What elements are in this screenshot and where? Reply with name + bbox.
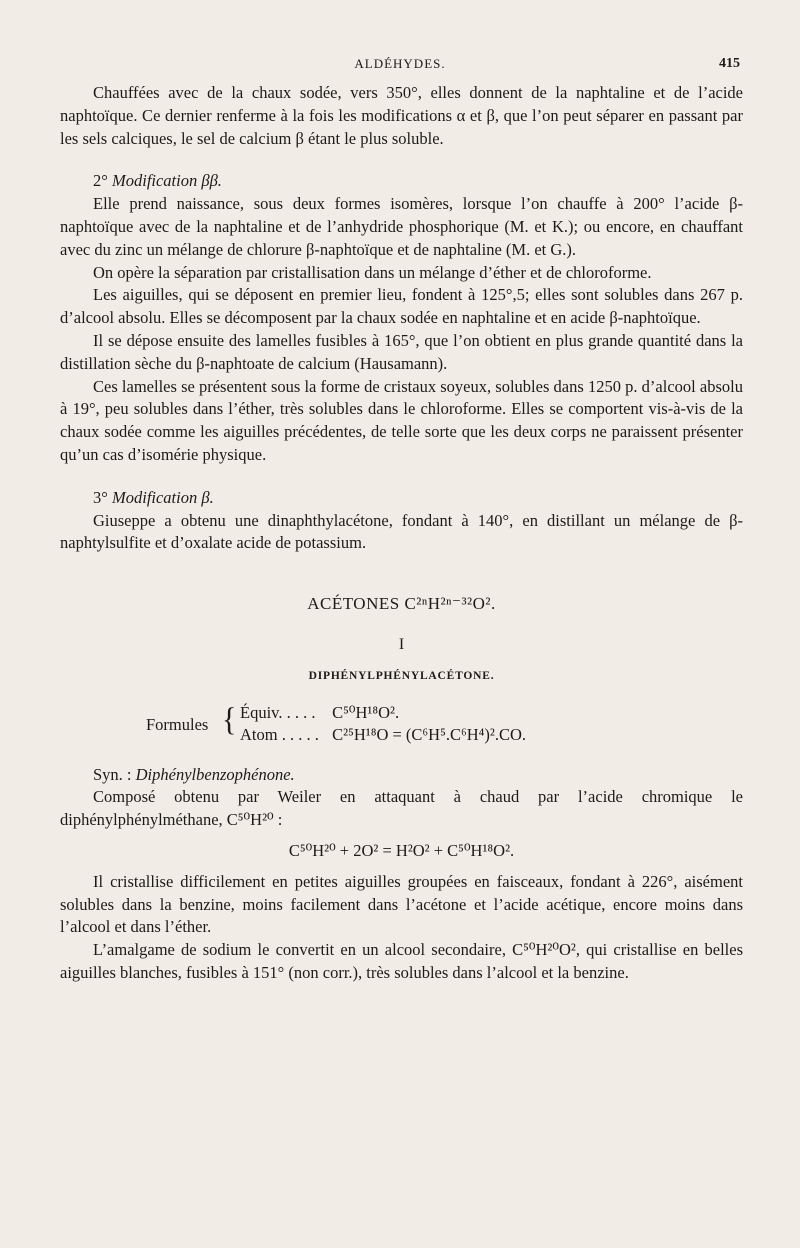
synonym-label: Syn. : [93, 764, 132, 784]
formula-label: Formules [146, 714, 209, 734]
paragraph: Composé obtenu par Weiler en attaquant à chaud par l’acide chromique le diphénylphénylméthane, C⁵⁰H²⁰ : [60, 787, 743, 830]
section-roman-numeral: I [398, 635, 405, 653]
page-number: 415 [719, 56, 740, 71]
paragraph: Elle prend naissance, sous deux formes isomères, lorsque l’on chauffe à 200° l’acide β-naphtoïque avec de la naphtaline et de l’anhydride phosphorique (M. et K.); ou encore, en chauffant avec du zinc un mélange de chlorure β-naphtoïque et de naphtaline (M. et G.). [60, 194, 743, 259]
paragraph: Il se dépose ensuite des lamelles fusibles à 165°, que l’on obtient en plus grande quantité dans la distillation sèche du β-naphtoate de calcium (Hausamann). [60, 330, 743, 373]
paragraph: Giuseppe a obtenu une dinaphthylacétone, fondant à 140°, en distillant un mélange de β-naphtylsulfite et d’oxalate acide de potassium. [60, 510, 743, 553]
paragraph: Il cristallise difficilement en petites aiguilles groupées en faisceaux, fondant à 226°, aisément solubles dans la benzine, moins facilement dans l’acétone et l’acide acétique, encore moins dans l’alcool et dans l’éther. [60, 871, 743, 937]
subsection-title: Modification β. [111, 487, 214, 507]
paragraph: Ces lamelles se présentent sous la forme de cristaux soyeux, solubles dans 1250 p. d’alcool absolu à 19°, peu solubles dans l’éther, très solubles dans le chloroforme. Elles se comportent vis-à-vis de la chaux sodée comme les aiguilles précédentes, de telle sorte que les deux corps ne paraissent présenter qu’un cas d’isomérie physique. [60, 376, 743, 464]
formula-row-atom [240, 724, 526, 747]
synonym-value: Diphénylbenzophénone. [135, 764, 295, 784]
paragraph: L’amalgame de sodium le convertit en un alcool secondaire, C⁵⁰H²⁰O², qui cristallise en belles aiguilles blanches, fusibles à 151° (non corr.), très solubles dans l’alcool et la benzine. [60, 940, 743, 982]
formula-value: C⁵⁰H¹⁸O². [332, 702, 400, 722]
page-body [60, 82, 743, 985]
paragraph: Les aiguilles, qui se déposent en premier lieu, fondent à 125°,5; elles sont solubles dans 267 p. d’alcool absolu. Elles se décomposent par la chaux sodée en naphtaline et en acide β-naphtoïque. [60, 285, 743, 328]
compound-title: DIPHÉNYLPHÉNYLACÉTONE. [308, 669, 495, 682]
subsection-heading [60, 170, 743, 193]
subsection-title: Modification ββ. [111, 171, 222, 191]
formula-key: Atom . . . . . [240, 724, 319, 744]
paragraph: Chauffées avec de la chaux sodée, vers 350°, elles donnent de la naphtaline et de l’acide naphtoïque. Ce dernier renferme à la fois les modifications α et β, que l’on peut séparer en passant par les sels calciques, le sel de calcium β étant le plus soluble. [60, 83, 743, 148]
running-title: ALDÉHYDES. [354, 56, 446, 71]
formula-value: C²⁵H¹⁸O = (C⁶H⁵.C⁶H⁴)².CO. [332, 724, 526, 744]
formula-block [60, 702, 743, 748]
subsection-heading [60, 487, 743, 510]
brace-symbol: { [222, 700, 237, 738]
synonym-line [60, 764, 743, 787]
subsection-number: 3° [93, 487, 108, 507]
formula-row-equiv [240, 702, 399, 725]
page-header [60, 56, 740, 78]
formula-key: Équiv. . . . . [240, 702, 316, 722]
paragraph: On opère la séparation par cristallisation dans un mélange d’éther et de chloroforme. [93, 262, 652, 282]
section-title: ACÉTONES C²ⁿH²ⁿ⁻³²O². [307, 594, 496, 614]
subsection-number: 2° [93, 171, 108, 191]
reaction-equation: C⁵⁰H²⁰ + 2O² = H²O² + C⁵⁰H¹⁸O². [288, 840, 515, 860]
